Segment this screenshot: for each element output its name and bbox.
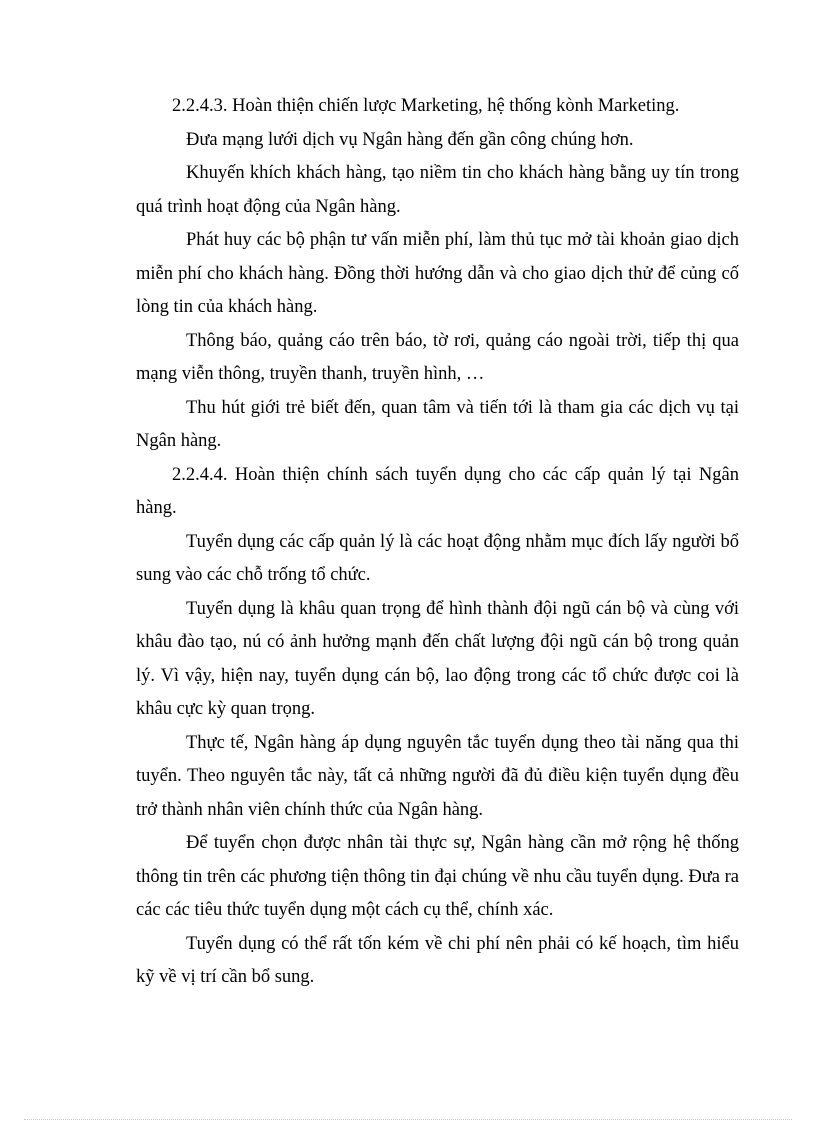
paragraph: Thông báo, quảng cáo trên báo, tờ rơi, quảng cáo ngoài trời, tiếp thị qua mạng viễn thông, truyền thanh, truyền hình, …	[136, 330, 739, 384]
paragraph: Tuyển dụng có thể rất tốn kém về chi phí nên phải có kế hoạch, tìm hiểu kỹ về vị trí cần bổ sung.	[136, 933, 739, 987]
paragraph: Tuyển dụng là khâu quan trọng để hình thành đội ngũ cán bộ và cùng với khâu đào tạo, nú có ảnh hưởng mạnh đến chất lượng đội ngũ cán bộ trong quản lý. Vì vậy, hiện nay, tuyển dụng cán bộ, lao động trong các tổ chức được coi là khâu cực kỳ quan trọng.	[136, 598, 739, 719]
page-bottom-divider	[24, 1119, 792, 1120]
paragraph: Đưa mạng lưới dịch vụ Ngân hàng đến gần công chúng hơn.	[186, 129, 634, 150]
paragraph: Để tuyển chọn được nhân tài thực sự, Ngân hàng cần mở rộng hệ thống thông tin trên các phương tiện thông tin đại chúng về nhu cầu tuyển dụng. Đưa ra các các tiêu thức tuyển dụng một cách cụ thể, chính xác.	[136, 833, 739, 920]
paragraph: Thu hút giới trẻ biết đến, quan tâm và tiến tới là tham gia các dịch vụ tại Ngân hàng.	[136, 397, 739, 451]
paragraph: Phát huy các bộ phận tư vấn miễn phí, làm thủ tục mở tài khoản giao dịch miễn phí cho khách hàng. Đồng thời hướng dẫn và cho giao dịch thử để củng cố lòng tin của khách hàng.	[136, 230, 739, 317]
document-body	[136, 90, 739, 995]
paragraph: Tuyển dụng các cấp quản lý là các hoạt động nhằm mục đích lấy người bổ sung vào các chỗ trống tổ chức.	[136, 531, 739, 585]
paragraph: Thực tế, Ngân hàng áp dụng nguyên tắc tuyển dụng theo tài năng qua thi tuyển. Theo nguyên tắc này, tất cả những người đã đủ điều kiện tuyển dụng đều trở thành nhân viên chính thức của Ngân hàng.	[136, 732, 739, 820]
paragraph: Khuyến khích khách hàng, tạo niềm tin cho khách hàng bằng uy tín trong quá trình hoạt động của Ngân hàng.	[136, 163, 739, 217]
section-heading-marketing: 2.2.4.3. Hoàn thiện chiến lược Marketing, hệ thống kònh Marketing.	[172, 96, 680, 116]
section-heading-recruitment: 2.2.4.4. Hoàn thiện chính sách tuyển dụng cho các cấp quản lý tại Ngân hàng.	[136, 464, 739, 518]
